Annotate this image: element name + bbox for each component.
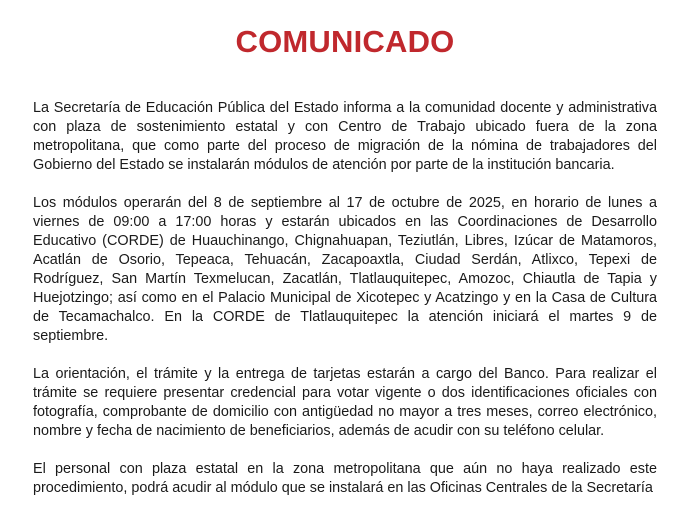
document-title: COMUNICADO	[235, 24, 455, 59]
paragraph-modules-schedule: Los módulos operarán del 8 de septiembre al 17 de octubre de 2025, en horario de lunes a viernes de 09:00 a 17:00 horas y estarán ubicados en las Coordinaciones de Desarrollo Educativo (CORDE) de Huauchinango, Chignahuapan, Teziutlán, Libres, Izúcar de Matamoros, Acatlán de Osorio, Tepeaca, Tehuacán, Zacapoaxtla, Ciudad Serdán, Atlixco, Tepexi de Rodríguez, San Martín Texmelucan, Zacatlán, Tlatlauquitepec, Amozoc, Chiautla de Tapia y Huejotzingo; así como en el Palacio Municipal de Xicotepec y Acatzingo y en la Casa de Cultura de Tecamachalco. En la CORDE de Tlatlauquitepec la atención iniciará el martes 9 de septiembre.	[33, 195, 657, 344]
document-body	[33, 99, 657, 517]
paragraph-intro: La Secretaría de Educación Pública del Estado informa a la comunidad docente y administrativa con plaza de sostenimiento estatal y con Centro de Trabajo ubicado fuera de la zona metropolitana, que como parte del proceso de migración de la nómina de trabajadores del Gobierno del Estado se instalarán módulos de atención por parte de la institución bancaria.	[33, 100, 657, 173]
paragraph-requirements: La orientación, el trámite y la entrega de tarjetas estarán a cargo del Banco. Para realizar el trámite se requiere presentar credencial para votar vigente o dos identificaciones oficiales con fotografía, comprobante de domicilio con antigüedad no mayor a tres meses, correo electrónico, nombre y fecha de nacimiento de beneficiarios, además de acudir con su teléfono celular.	[33, 366, 657, 439]
paragraph-metropolitan-staff: El personal con plaza estatal en la zona metropolitana que aún no haya realizado este procedimiento, podrá acudir al módulo que se instalará en las Oficinas Centrales de la Secretaría	[33, 461, 657, 496]
